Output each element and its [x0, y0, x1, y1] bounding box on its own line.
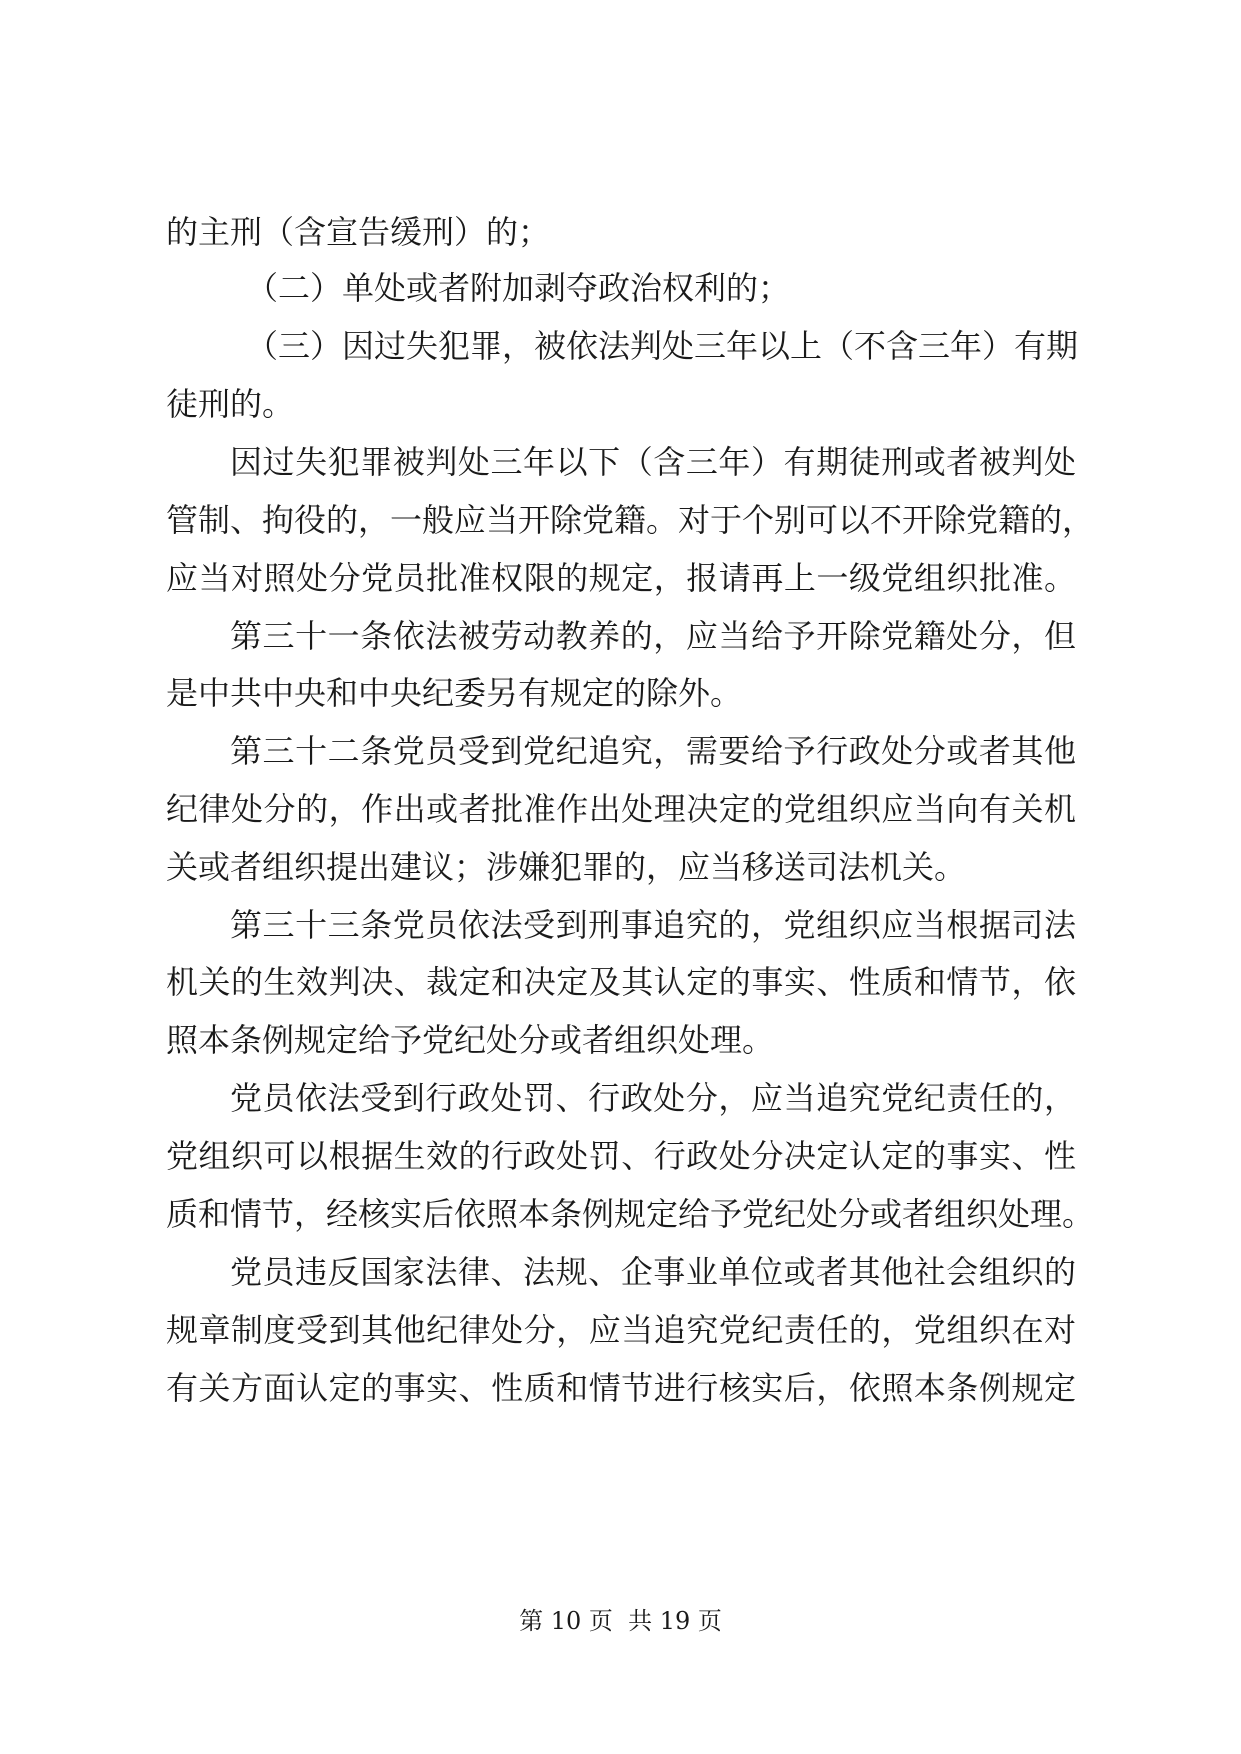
text-line: 第三十一条依法被劳动教养的，应当给予开除党籍处分，但	[230, 617, 1076, 655]
text-line: 应当对照处分党员批准权限的规定，报请再上一级党组织批准。	[166, 559, 1076, 597]
text-line: 机关的生效判决、裁定和决定及其认定的事实、性质和情节，依	[166, 963, 1076, 1001]
text-line: 纪律处分的，作出或者批准作出处理决定的党组织应当向有关机	[166, 790, 1076, 828]
text-line: 的主刑（含宣告缓刑）的；	[166, 213, 551, 251]
text-line: 第三十三条党员依法受到刑事追究的，党组织应当根据司法	[230, 906, 1076, 944]
text-line: 党组织可以根据生效的行政处罚、行政处分决定认定的事实、性	[166, 1137, 1076, 1175]
text-line: 第三十二条党员受到党纪追究，需要给予行政处分或者其他	[230, 732, 1076, 770]
text-line: （三）因过失犯罪，被依法判处三年以上（不含三年）有期	[246, 327, 1079, 365]
text-line: 有关方面认定的事实、性质和情节进行核实后，依照本条例规定	[166, 1369, 1076, 1407]
text-line: 关或者组织提出建议；涉嫌犯罪的，应当移送司法机关。	[166, 848, 967, 886]
text-line: 管制、拘役的，一般应当开除党籍。对于个别可以不开除党籍的，	[166, 501, 1095, 539]
text-line: 照本条例规定给予党纪处分或者组织处理。	[166, 1021, 775, 1059]
text-line: 徒刑的。	[166, 385, 295, 423]
text-line: 因过失犯罪被判处三年以下（含三年）有期徒刑或者被判处	[230, 443, 1076, 481]
text-line: 规章制度受到其他纪律处分，应当追究党纪责任的，党组织在对	[166, 1311, 1076, 1349]
text-line: 质和情节，经核实后依照本条例规定给予党纪处分或者组织处理。	[166, 1195, 1095, 1233]
page-number-footer: 第 10 页 共 19 页	[519, 1607, 722, 1635]
text-line: 党员依法受到行政处罚、行政处分，应当追究党纪责任的，	[230, 1079, 1076, 1117]
text-line: （二）单处或者附加剥夺政治权利的；	[246, 269, 791, 307]
text-line: 党员违反国家法律、法规、企事业单位或者其他社会组织的	[230, 1253, 1076, 1291]
text-line: 是中共中央和中央纪委另有规定的除外。	[166, 674, 743, 712]
